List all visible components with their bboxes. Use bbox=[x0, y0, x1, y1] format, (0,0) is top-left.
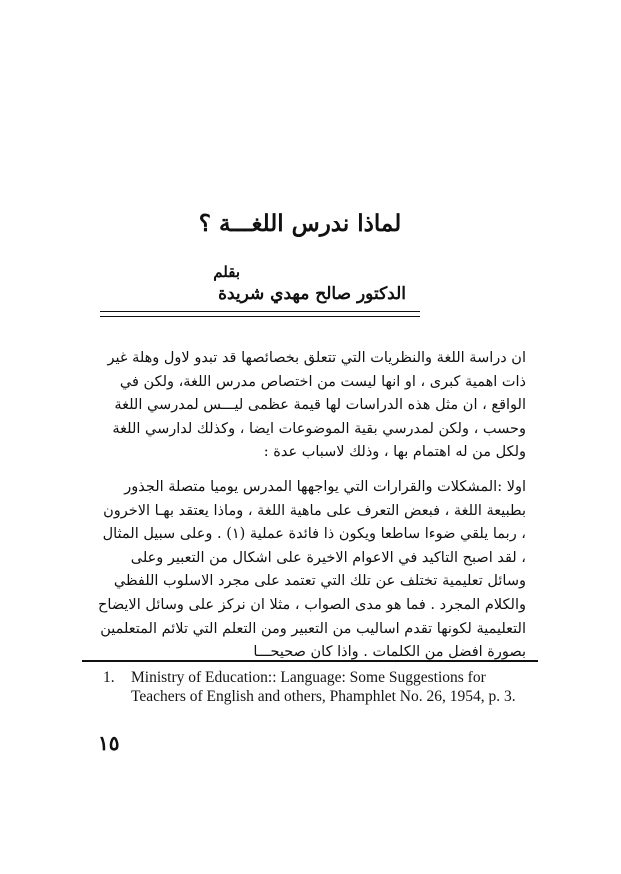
byline-label: بقلم bbox=[213, 263, 240, 281]
paragraph-intro: ان دراسة اللغة والنظريات التي تتعلق بخصائصها قد تبدو لاول وهلة غير ذات اهمية كبرى ، او انها ليست من اختصاص مدرس اللغة، ولكن في الواقع ، ان مثل هذه الدراسات لها قيمة عظمى ليـــس لمدرسي اللغة وحسب ، ولكن لمدرسي بقية الموضوعات ايضا ، وكذلك لدارسي اللغة ولكل من له اهتمام بها ، وذلك لاسباب عدة : bbox=[107, 350, 526, 461]
title-underline-top bbox=[100, 311, 420, 312]
article-title: لماذا ندرس اللغـــة ؟ bbox=[198, 210, 402, 237]
footnote-text: Ministry of Education:: Language: Some Suggestions for Teachers of English and others, Phamphlet No. 26, 1954, p. 3. bbox=[131, 669, 516, 705]
footnote-separator bbox=[82, 660, 538, 662]
paragraph-first-reason: اولا :المشكلات والقرارات التي يواجهها المدرس يوميا متصلة الجذور بطبيعة اللغة ، فبعض التعرف على ماهية اللغة ، وماذا يعتقد بهـا الاخرون ، ربما يلقي ضوءا ساطعا ويكون ذا فائدة عملية (١) . وعلى سبيل المثال ، لقد اصبح التاكيد في الاعوام الاخيرة على اشكال من التعبير وعلى وسائل تعليمية تختلف عن تلك التي تعتمد على مجرد الاسلوب اللفظي والكلام المجرد . فما هو مدى الصواب ، مثلا ان نركز على وسائل الايضاح التعليمية لكونها تقدم اساليب من التعبير ومن التعلم التي تلائم المتعلمين بصورة افضل من الكلمات . واذا كان صحيحـــا bbox=[98, 479, 526, 661]
author-name: الدكتور صالح مهدي شريدة bbox=[218, 284, 406, 304]
page-number: ١٥ bbox=[98, 731, 120, 755]
footnote-number: 1. bbox=[103, 669, 115, 686]
title-underline-bottom bbox=[100, 316, 420, 317]
